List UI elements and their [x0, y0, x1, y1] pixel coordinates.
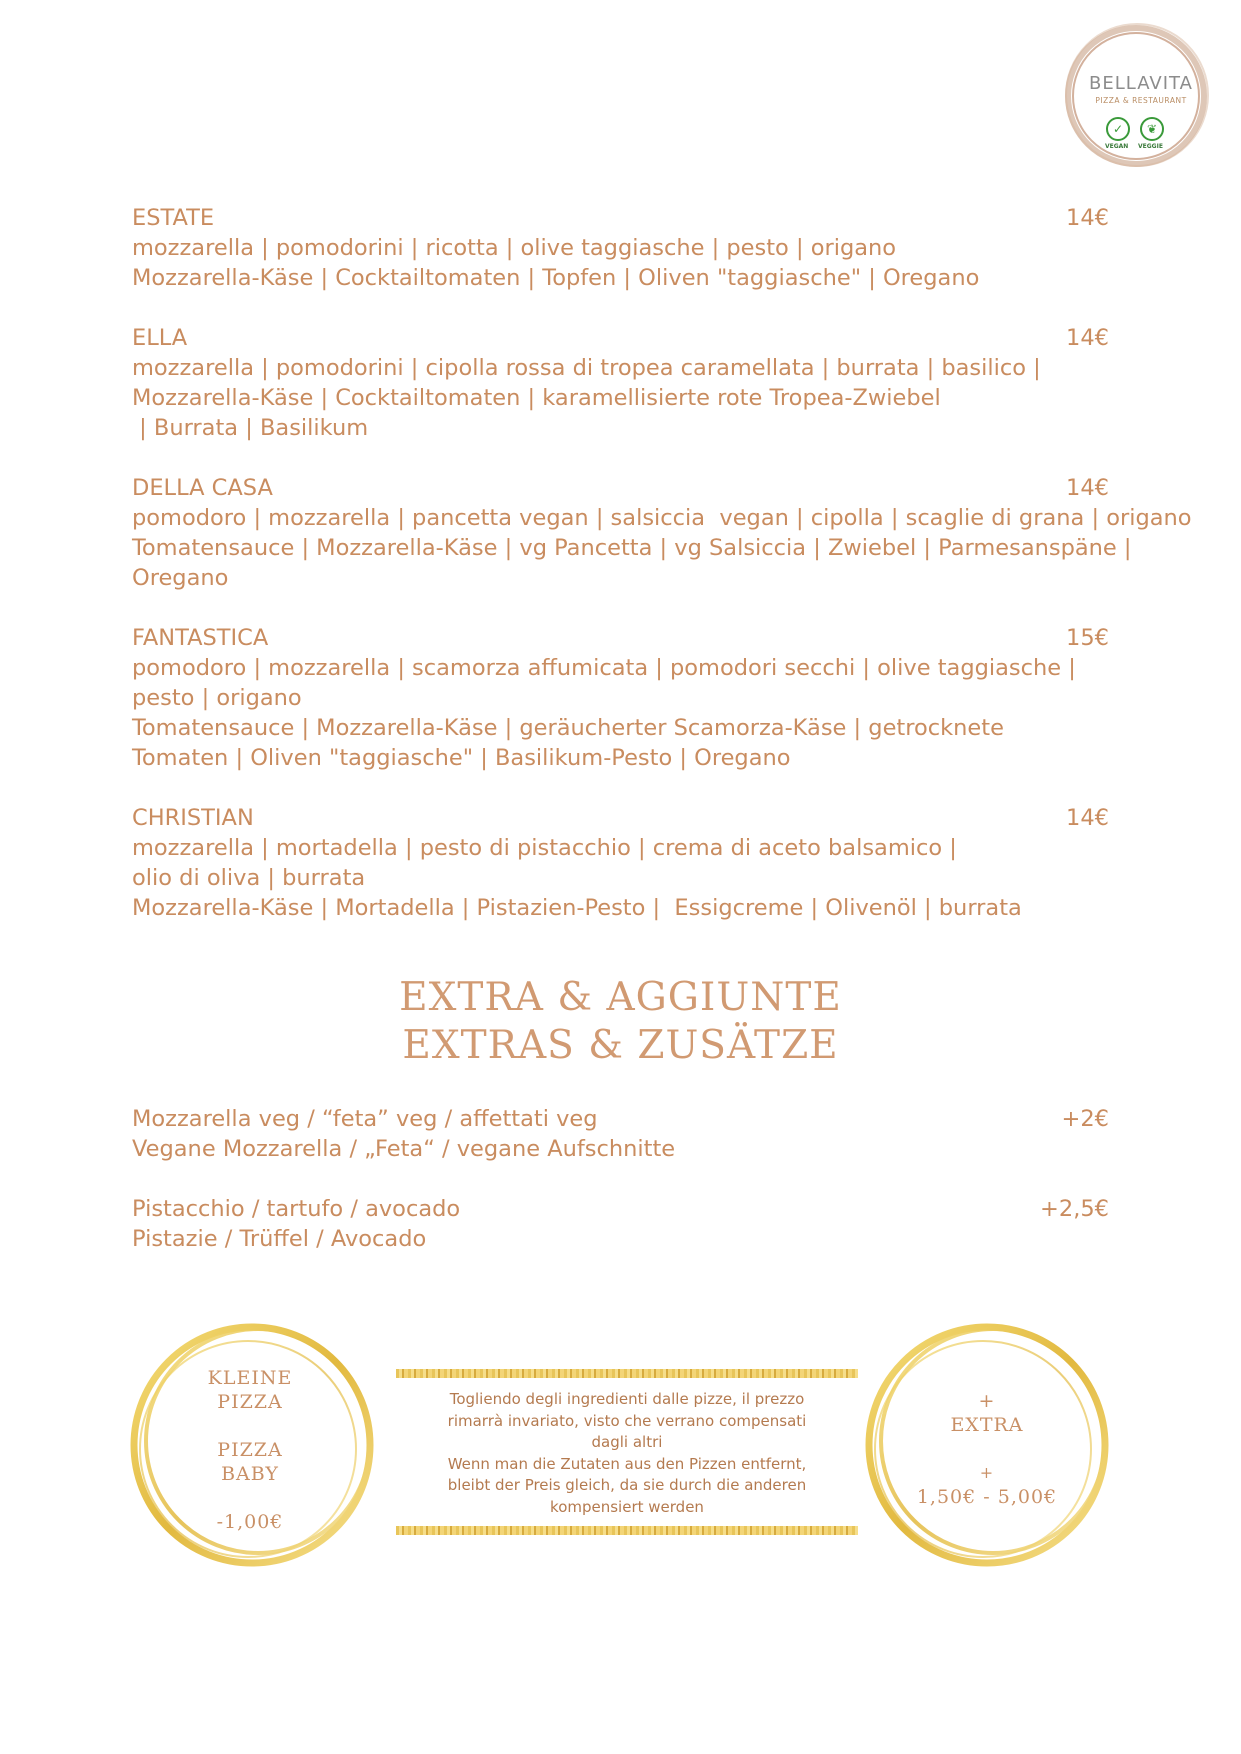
menu-item-estate	[132, 203, 1132, 293]
extra-plus: +	[979, 1463, 995, 1482]
gold-divider-bottom	[396, 1526, 858, 1535]
item-price: 14€	[1066, 205, 1109, 231]
item-price: 14€	[1066, 805, 1109, 831]
item-ingredients-it: pomodoro | mozzarella | scamorza affumicata | pomodori secchi | olive taggiasche |	[132, 655, 1076, 681]
note-line: Wenn man die Zutaten aus den Pizzen entfernt,	[447, 1454, 807, 1473]
item-name: DELLA CASA	[132, 475, 273, 501]
note-text	[396, 1389, 858, 1518]
extras-heading-de: EXTRAS & ZUSÄTZE	[402, 1023, 839, 1068]
extra-text-it: Mozzarella veg / “feta” veg / affettati veg	[132, 1106, 598, 1132]
menu-item-christian	[132, 803, 1132, 923]
item-ingredients-it: mozzarella | mortadella | pesto di pistacchio | crema di aceto balsamico |	[132, 835, 957, 861]
item-ingredients-de: Oregano	[132, 565, 229, 591]
item-ingredients-de: Mozzarella-Käse | Cocktailtomaten | karamellisierte rote Tropea-Zwiebel	[132, 385, 941, 411]
item-ingredients-de: Tomatensauce | Mozzarella-Käse | vg Pancetta | vg Salsiccia | Zwiebel | Parmesanspäne |	[132, 535, 1132, 561]
ingredients-note	[396, 1369, 858, 1535]
kids-pizza-line: PIZZA	[217, 1391, 283, 1413]
kids-pizza-discount: -1,00€	[216, 1511, 284, 1533]
extra-toppings-label	[897, 1389, 1077, 1509]
menu-item-della-casa	[132, 473, 1192, 593]
menu-item-fantastica	[132, 623, 1132, 773]
item-ingredients-it: mozzarella | pomodorini | ricotta | olive taggiasche | pesto | origano	[132, 235, 897, 261]
extra-price-range: 1,50€ - 5,00€	[916, 1486, 1058, 1508]
vegan-icon: ✓	[1106, 117, 1130, 141]
item-ingredients-de: Tomaten | Oliven "taggiasche" | Basilikum-Pesto | Oregano	[132, 745, 791, 771]
kids-pizza-line: BABY	[221, 1463, 279, 1485]
extra-text-de: Vegane Mozzarella / „Feta“ / vegane Aufschnitte	[132, 1136, 676, 1162]
item-name: FANTASTICA	[132, 625, 269, 651]
menu-item-ella	[132, 323, 1132, 443]
extra-plus: +	[978, 1390, 996, 1412]
item-price: 14€	[1066, 325, 1109, 351]
logo-title: BELLAVITA	[1089, 73, 1193, 94]
item-price: 14€	[1066, 475, 1109, 501]
extra-text-de: Pistazie / Trüffel / Avocado	[132, 1226, 427, 1252]
item-ingredients-de: Mozzarella-Käse | Cocktailtomaten | Topfen | Oliven "taggiasche" | Oregano	[132, 265, 980, 291]
note-line: dagli altri	[591, 1433, 663, 1451]
extra-text-it: Pistacchio / tartufo / avocado	[132, 1196, 461, 1222]
item-ingredients-it: pesto | origano	[132, 685, 302, 711]
item-ingredients-de: Tomatensauce | Mozzarella-Käse | geräucherter Scamorza-Käse | getrocknete	[132, 715, 1004, 741]
extra-title: EXTRA	[950, 1414, 1024, 1436]
note-line: Togliendo degli ingredienti dalle pizze, il prezzo	[449, 1390, 805, 1408]
note-line: bleibt der Preis gleich, da sie durch die anderen	[447, 1476, 807, 1494]
veggie-icon: ❦	[1140, 117, 1164, 141]
extra-item	[132, 1104, 1132, 1164]
note-line: rimarrà invariato, visto che verrano compensati	[447, 1411, 807, 1430]
extra-price: +2,5€	[1040, 1196, 1109, 1222]
item-name: ESTATE	[132, 205, 215, 231]
item-ingredients-de: Mozzarella-Käse | Mortadella | Pistazien-Pesto | Essigcreme | Olivenöl | burrata	[132, 895, 1022, 921]
item-name: ELLA	[132, 325, 188, 351]
kids-pizza-line: KLEINE	[207, 1367, 293, 1389]
item-ingredients-it: pomodoro | mozzarella | pancetta vegan | salsiccia vegan | cipolla | scaglie di grana | origano	[132, 505, 1192, 531]
vegan-label: VEGAN	[1105, 143, 1129, 150]
kids-pizza-line: PIZZA	[217, 1439, 283, 1461]
item-price: 15€	[1066, 625, 1109, 651]
kids-pizza-label	[170, 1366, 330, 1534]
logo-subtitle: PIZZA & RESTAURANT	[1095, 96, 1187, 105]
item-ingredients-it: mozzarella | pomodorini | cipolla rossa di tropea caramellata | burrata | basilico |	[132, 355, 1041, 381]
gold-divider-top	[396, 1369, 858, 1378]
extra-price: +2€	[1061, 1106, 1109, 1132]
item-ingredients-de: | Burrata | Basilikum	[132, 415, 369, 441]
extras-heading-it: EXTRA & AGGIUNTE	[399, 975, 842, 1020]
extra-item	[132, 1194, 1132, 1254]
item-name: CHRISTIAN	[132, 805, 254, 831]
veggie-label: VEGGIE	[1138, 143, 1163, 150]
note-line: kompensiert werden	[550, 1497, 704, 1516]
item-ingredients-it: olio di oliva | burrata	[132, 865, 366, 891]
